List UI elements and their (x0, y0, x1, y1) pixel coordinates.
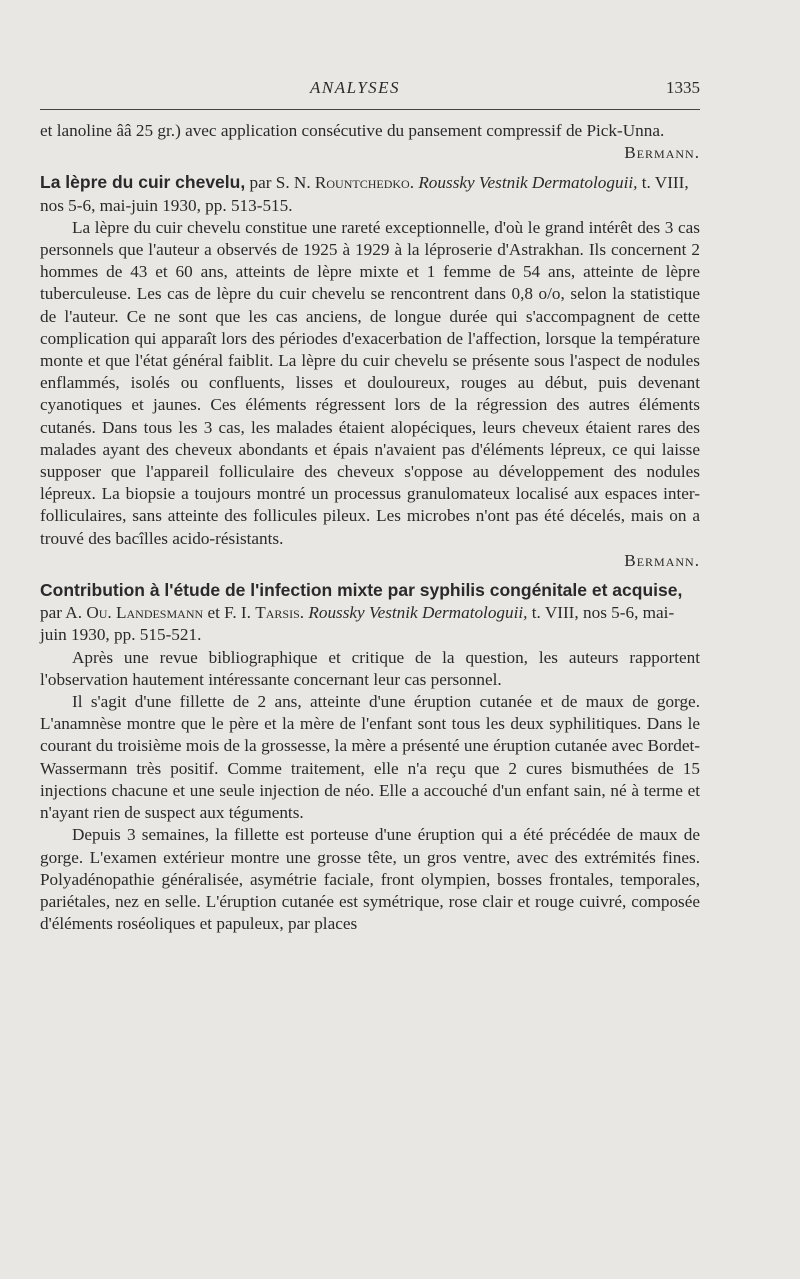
article2-journal: Roussky Vestnik Dermatologuii, (308, 603, 528, 623)
page-number: 1335 (666, 78, 700, 97)
article2-author2: Tarsis. (255, 603, 305, 623)
article2-heading (40, 579, 700, 647)
intro-signature: Bermann. (624, 143, 700, 163)
article2-ref: t. VIII, nos 5-6, mai-juin 1930, pp. 515-521. (40, 603, 675, 645)
article2-by: par A. (40, 603, 87, 623)
article1-body: La lèpre du cuir chevelu constitue une rareté exceptionnelle, d'où le grand intérêt des 3 cas personnels que l'auteur a observés de 1925 à 1929 à la léproserie d'Astrakhan. Ils concernent 2 hommes de 43 et 60 ans, atteints de lèpre mixte et 1 femme de 54 ans, atteinte de lèpre tuberculeuse. Les cas de lèpre du cuir chevelu se rencontrent dans 0,8 o/o, selon la statistique de l'auteur. Ce ne sont que les cas anciens, de longue durée qui s'accompagnent de cette complication qui apparaît lors des périodes d'exacerbation de l'affection, lorsque la température monte et que l'état général faiblit. La lèpre du cuir chevelu se présente sous l'aspect de nodules enflammés, isolés ou confluents, lisses et douloureux, rouges au début, puis devenant cyanotiques et jaunes. Ces éléments régressent lors de la régression des autres éléments cutanés. Dans tous les 3 cas, les malades étaient alopéciques, leurs cheveux étaient rares des malades ayant des cheveux abondants et épais n'avaient pas d'éléments lépreux, ce qui laisse supposer que l'appareil folliculaire des cheveux s'oppose au développement des nodules lépreux. La biopsie a toujours montré un processus granulomateux localisé aux espaces inter-folliculaires, sans atteinte des follicules pileux. Les microbes n'ont pas été décelés, mais on a trouvé des bacîlles acido-résistants. (40, 217, 700, 548)
article2-title: Contribution à l'étude de l'infection mixte par syphilis congénitale et acquise, (40, 580, 683, 601)
article1-by: par S. N. (245, 173, 315, 193)
article2-paragraph-2: Il s'agit d'une fillette de 2 ans, atteinte d'une éruption cutanée et de maux de gorge. L'anamnèse montre que le père et la mère de l'enfant sont tous les deux syphilitiques. Dans le courant du troisième mois de la grossesse, la mère a présenté une éruption cutanée avec Bordet-Wassermann très positif. Comme traitement, elle n'a reçu que 2 cures bismuthées de 15 injections chacune et une seule injection de néo. Elle a accouché d'un enfant sain, né à terme et n'ayant rien de suspect aux téguments. (40, 692, 700, 823)
header-rule (40, 109, 700, 110)
article1-journal: Roussky Vestnik Dermatologuii, (418, 173, 638, 193)
article1-ref: t. VIII, nos 5-6, mai-juin 1930, pp. 513-515. (40, 173, 689, 215)
article1-signature: Bermann. (624, 550, 700, 570)
article2-and: et F. I. (203, 603, 256, 623)
article2-paragraph-3: Depuis 3 semaines, la fillette est porteuse d'une éruption qui a été précédée de maux de gorge. L'examen extérieur montre une grosse tête, un gros ventre, avec des extrémités fines. Polyadénopathie généralisée, asymétrie faciale, front olympien, bosses frontales, temporales, pariétales, nez en selle. L'éruption cutanée est symétrique, rose clair et rouge cuivré, composée d'éléments roséoliques et papuleux, par places (40, 825, 700, 934)
article1-author: Rountchedko. (314, 173, 415, 193)
article1-title: La lèpre du cuir chevelu, (40, 172, 246, 193)
running-title: ANALYSES (310, 78, 401, 97)
page-header (40, 78, 700, 104)
article2-paragraph-1: Après une revue bibliographique et critique de la question, les auteurs rapportent l'observation hautement intéressante concernant leur cas personnel. (40, 647, 700, 689)
intro-paragraph: et lanoline ââ 25 gr.) avec application consécutive du pansement compressif de Pick-Unna. (40, 121, 665, 140)
article2-author1: Ou. Landesmann (86, 603, 204, 623)
article1-heading (40, 171, 700, 216)
body-text (40, 120, 700, 935)
